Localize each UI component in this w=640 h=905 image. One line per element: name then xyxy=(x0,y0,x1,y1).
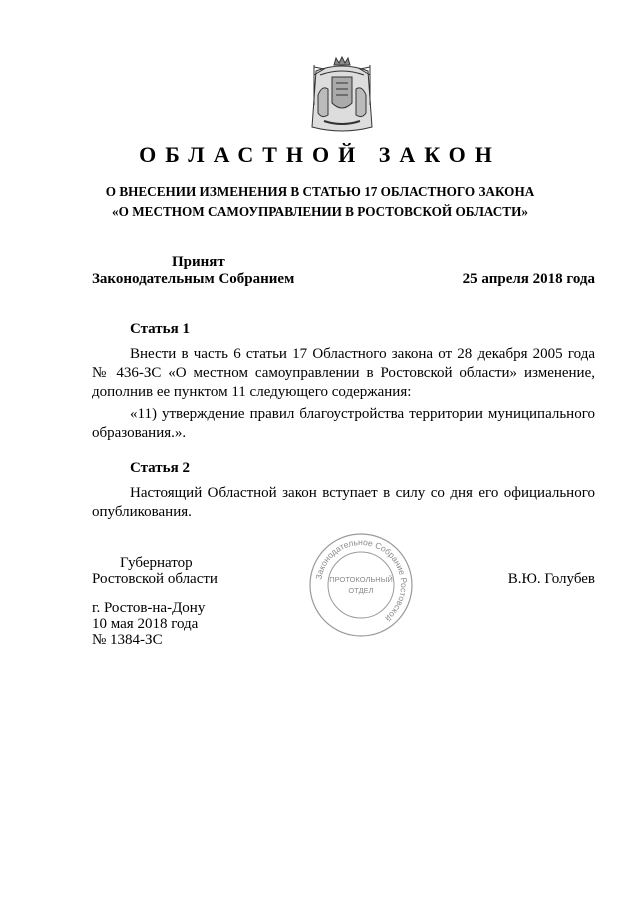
subtitle-line-1: О ВНЕСЕНИИ ИЗМЕНЕНИЯ В СТАТЬЮ 17 ОБЛАСТНОГО ЗАКОНА xyxy=(105,184,535,199)
stamp-ring-text: Законодательное Собрание Ростовской xyxy=(313,536,410,624)
article-1-paragraph-2: «11) утверждение правил благоустройства территории муниципального образования.». xyxy=(92,406,595,441)
subtitle-line-2: «О МЕСТНОМ САМОУПРАВЛЕНИИ В РОСТОВСКОЙ ОБЛАСТИ» xyxy=(112,204,528,219)
signatory-name: В.Ю. Голубев xyxy=(507,571,595,587)
adoption-date: 25 апреля 2018 года xyxy=(462,271,595,287)
footer-number: № 1384-ЗС xyxy=(92,632,163,648)
stamp-center-line-2: ОТДЕЛ xyxy=(348,586,374,595)
stamp-center-line-1: ПРОТОКОЛЬНЫЙ xyxy=(329,575,393,584)
official-stamp xyxy=(306,530,416,640)
signature-position-line-2: Ростовской области xyxy=(92,571,218,587)
document-subtitle xyxy=(0,182,640,222)
document-title: ОБЛАСТНОЙ ЗАКОН xyxy=(139,142,501,167)
article-2-heading: Статья 2 xyxy=(130,460,190,476)
signature-position-line-1: Губернатор xyxy=(120,555,193,571)
article-1-heading: Статья 1 xyxy=(130,321,190,337)
article-2-paragraph-1: Настоящий Областной закон вступает в силу со дня его официального опубликования. xyxy=(92,485,595,520)
accepted-label: Принят xyxy=(172,254,225,270)
article-1-paragraph-1: Внести в часть 6 статьи 17 Областного закона от 28 декабря 2005 года № 436-ЗС «О местном самоуправлении в Ростовской области» изменение, дополнив ее пунктом 11 следующего содержания: xyxy=(92,346,595,400)
accepted-by: Законодательным Собранием xyxy=(92,271,295,287)
footer-place: г. Ростов-на-Дону xyxy=(92,600,206,616)
coat-of-arms-icon xyxy=(306,55,378,137)
footer-date: 10 мая 2018 года xyxy=(92,616,199,632)
